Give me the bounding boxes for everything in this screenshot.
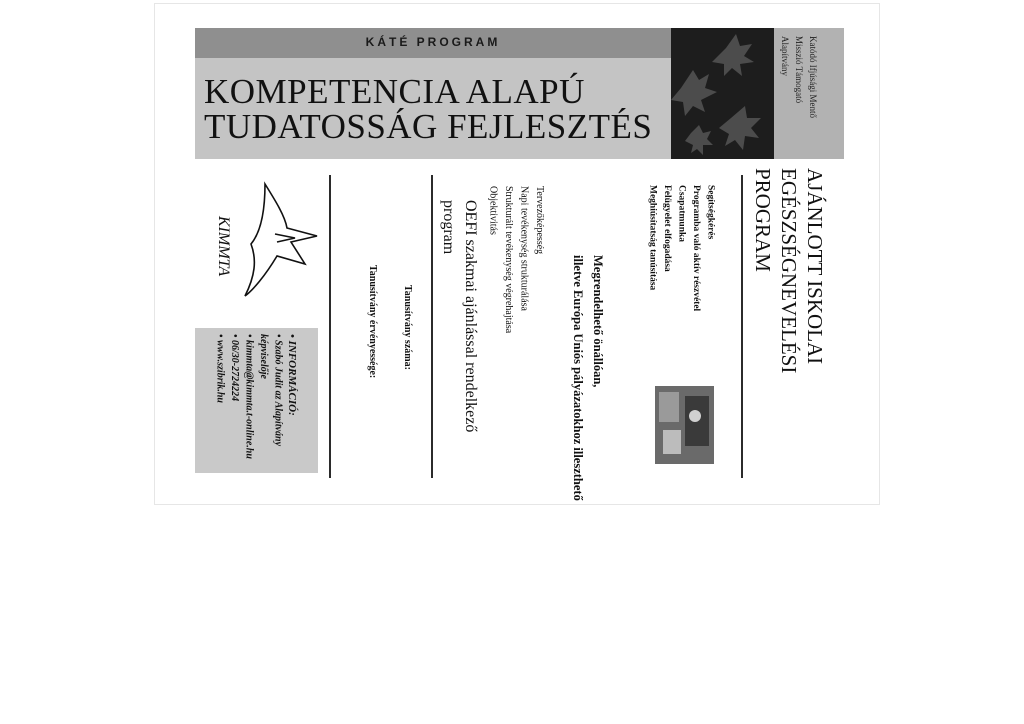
- classroom-image: [655, 386, 714, 464]
- org-line: Alapítvány: [780, 36, 790, 76]
- certificate-validity-label: Tanusítvány érvényessége:: [367, 265, 378, 379]
- contact-info: [212, 334, 299, 459]
- recommended-program-title: [750, 168, 828, 373]
- feature-item: Programba való aktív részvétel: [691, 185, 701, 312]
- info-phone: • 06/30-2724224: [229, 334, 240, 402]
- skill-item: Napi tevékenység strukturálása: [518, 186, 530, 311]
- orderable-note: [568, 255, 608, 501]
- oefi-line: program: [440, 200, 457, 255]
- skill-item: Tervezőképesség: [534, 186, 545, 255]
- org-line: Katódó Ifjúsági Mentő: [808, 36, 818, 118]
- info-website-link[interactable]: • www.szibrik.hu: [214, 334, 226, 403]
- leaf-icon: [671, 28, 774, 159]
- leaf-photo: [671, 28, 774, 159]
- certificate-number-label: Tanusítvány száma:: [402, 285, 413, 370]
- feature-list: [645, 185, 718, 311]
- title-line: PROGRAM: [751, 168, 775, 272]
- divider: [329, 175, 331, 478]
- skill-item: Strukturált tevékenység végrehajtása: [503, 186, 514, 334]
- bird-logo-icon: [205, 180, 323, 300]
- skills-list: [485, 186, 547, 333]
- main-title: [204, 74, 652, 144]
- title-line: EGÉSZSÉGNEVELÉSI: [777, 168, 801, 374]
- feature-item: Felügyelet elfogadása: [662, 185, 672, 272]
- logo-text: KIMMTA: [215, 216, 232, 277]
- org-line: Misszió Támogató: [794, 36, 804, 104]
- divider: [741, 175, 743, 478]
- info-heading: • INFORMÁCIÓ:: [286, 334, 298, 416]
- skill-item: Objektivitás: [487, 186, 499, 235]
- organization-name: [778, 36, 820, 118]
- oefi-recommendation: [437, 200, 481, 432]
- program-label: KÁTÉ PROGRAM: [365, 35, 501, 49]
- feature-item: Segítségkérés: [705, 185, 716, 240]
- oefi-line: OEFI szakmai ajánlással rendelkező: [462, 200, 479, 433]
- kimmta-logo: [205, 180, 323, 300]
- main-title-line2: TUDATOSSÁG FEJLESZTÉS: [204, 107, 653, 146]
- feature-item: Csapatmunka: [676, 185, 687, 243]
- info-item: • Szabó Judit az Alapítvány: [272, 334, 284, 447]
- title-line: AJÁNLOTT ISKOLAI: [803, 168, 827, 365]
- classroom-photo: [655, 386, 714, 464]
- feature-item: Meghiúsítatság tanúsítása: [647, 185, 658, 291]
- info-email[interactable]: • kimmta@kimmta.t-online.hu: [243, 334, 255, 459]
- orderable-line: Megrendelhető önállóan,: [591, 255, 605, 388]
- orderable-line: illetve Európa Uniós pályázatokhoz illeszthető: [571, 255, 585, 501]
- main-title-line1: KOMPETENCIA ALAPÚ: [204, 72, 585, 111]
- info-item: képviselője: [258, 334, 269, 379]
- divider: [431, 175, 433, 478]
